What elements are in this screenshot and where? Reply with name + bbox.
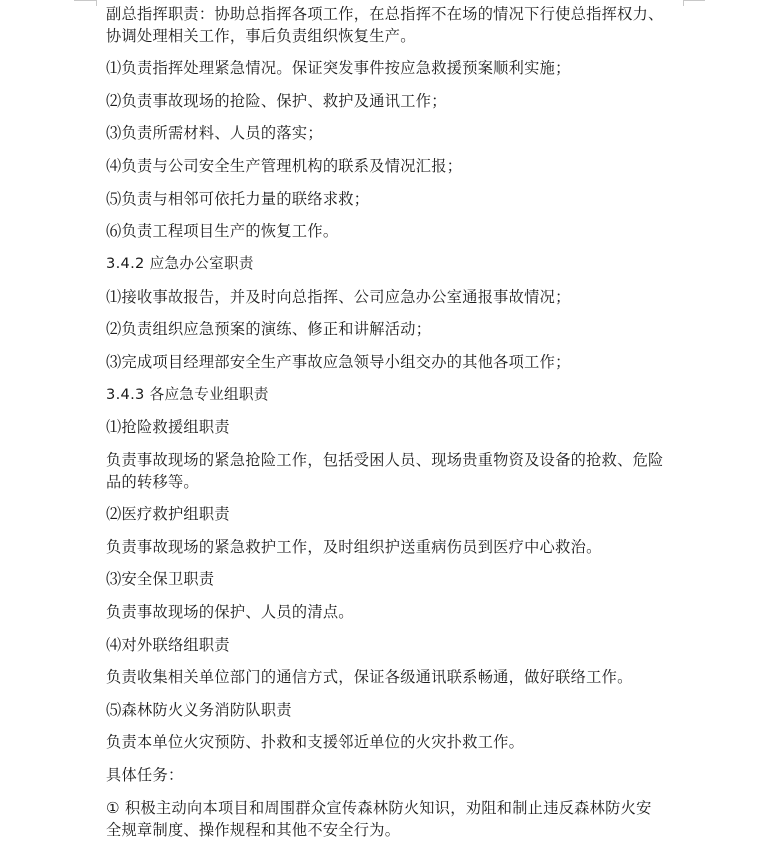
paragraph-deputy-commander-line1: 副总指挥职责：协助总指挥各项工作，在总指挥不在场的情况下行使总指挥权力、 — [106, 5, 664, 23]
security-heading: ⑶安全保卫职责 — [106, 570, 215, 588]
fire-brigade-desc: 负责本单位火灾预防、扑救和支援邻近单位的火灾扑救工作。 — [106, 733, 525, 751]
office-item-2: ⑵负责组织应急预案的演练、修正和讲解活动； — [106, 320, 432, 338]
section-heading-3-4-3: 3.4.3 各应急专业组职责 — [106, 386, 269, 403]
list-item-2: ⑵负责事故现场的抢险、保护、救护及通讯工作； — [106, 92, 447, 110]
office-item-3: ⑶完成项目经理部安全生产事故应急领导小组交办的其他各项工作； — [106, 353, 571, 371]
list-item-1: ⑴负责指挥处理紧急情况。保证突发事件按应急救援预案顺利实施； — [106, 59, 571, 77]
security-desc: 负责事故现场的保护、人员的清点。 — [106, 603, 354, 621]
list-item-5: ⑸负责与相邻可依托力量的联络求救； — [106, 190, 370, 208]
liaison-team-desc: 负责收集相关单位部门的通信方式，保证各级通讯联系畅通，做好联络工作。 — [106, 668, 633, 686]
section-heading-3-4-2: 3.4.2 应急办公室职责 — [106, 255, 254, 272]
list-item-4: ⑷负责与公司安全生产管理机构的联系及情况汇报； — [106, 157, 463, 175]
margin-corner-mark-left — [74, 0, 96, 1]
list-item-3: ⑶负责所需材料、人员的落实； — [106, 124, 323, 142]
rescue-team-heading: ⑴抢险救援组职责 — [106, 418, 230, 436]
rescue-team-desc-line1: 负责事故现场的紧急抢险工作，包括受困人员、现场贵重物资及设备的抢救、危险 — [106, 451, 664, 469]
paragraph-deputy-commander-line2: 协调处理相关工作，事后负责组织恢复生产。 — [106, 27, 416, 45]
task-1-line1: ① 积极主动向本项目和周围群众宣传森林防火知识，劝阻和制止违反森林防火安 — [106, 799, 652, 817]
task-1-line2: 全规章制度、操作规程和其他不安全行为。 — [106, 821, 401, 839]
medical-team-desc: 负责事故现场的紧急救护工作，及时组织护送重病伤员到医疗中心救治。 — [106, 538, 602, 556]
specific-tasks-label: 具体任务： — [106, 766, 184, 784]
rescue-team-desc-line2: 品的转移等。 — [106, 473, 199, 491]
margin-corner-mark-left-vertical — [96, 0, 97, 6]
margin-corner-mark-right — [683, 0, 705, 1]
medical-team-heading: ⑵医疗救护组职责 — [106, 505, 230, 523]
office-item-1: ⑴接收事故报告，并及时向总指挥、公司应急办公室通报事故情况； — [106, 288, 571, 306]
liaison-team-heading: ⑷对外联络组职责 — [106, 636, 230, 654]
fire-brigade-heading: ⑸森林防火义务消防队职责 — [106, 701, 292, 719]
list-item-6: ⑹负责工程项目生产的恢复工作。 — [106, 222, 339, 240]
